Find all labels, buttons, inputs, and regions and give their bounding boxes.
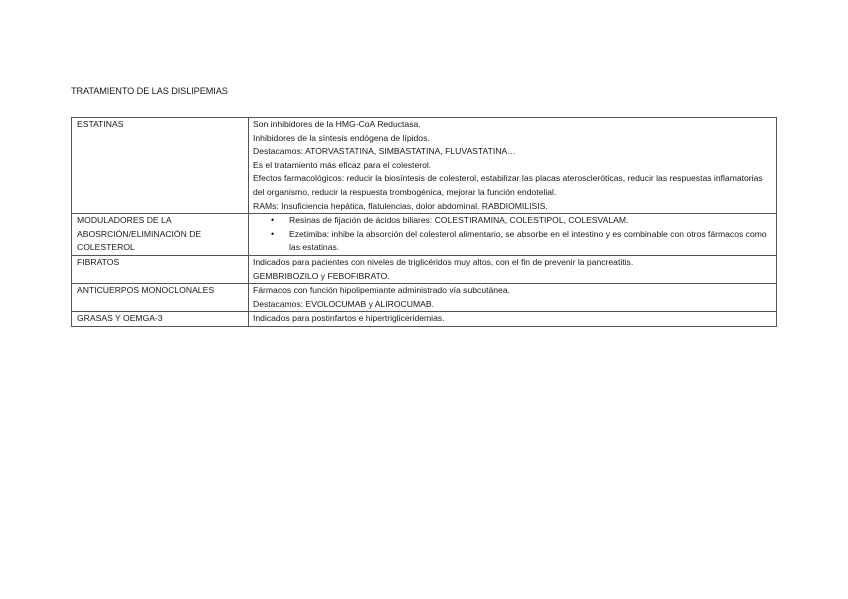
description-line: Destacamos: ATORVASTATINA, SIMBASTATINA, FLUVASTATINA… — [253, 146, 516, 157]
description-line: Efectos farmacológicos: reducir la biosíntesis de colesterol, estabilizar las placas ateroscleróticas, reducir las respuestas inflamatorias del organismo, reducir la respuesta trombogénica, mejorar la función endotelial. — [253, 173, 763, 197]
description-line: Indicados para postinfartos e hipertrigliceridemias. — [253, 313, 445, 324]
description-cell — [249, 312, 777, 327]
dyslipidemia-treatment-table — [71, 117, 777, 327]
description-line: Son inhibidores de la HMG-CoA Reductasa. — [253, 119, 421, 129]
table-row-anticuerpos — [72, 284, 777, 312]
table-row-moduladores — [72, 214, 777, 256]
description-line: Fármacos con función hipolipemiante administrado vía subcutánea. — [253, 285, 511, 296]
description-line: Destacamos: EVOLOCUMAB y ALIROCUMAB. — [253, 298, 434, 309]
bullet-item: • Resinas de fijación de ácidos biliares: COLESTIRAMINA, COLESTIPOL, COLESVALAM. — [289, 214, 772, 228]
description-line: Inhibidores de la síntesis endógena de lípidos. — [253, 132, 430, 143]
category-cell: MODULADORES DE LA ABOSRCIÓN/ELIMINACIÓN DE COLESTEROL — [72, 214, 249, 256]
table-row-grasas — [72, 312, 777, 327]
category-cell: FIBRATOS — [72, 255, 249, 283]
bullet-item: • Ezetimiba: inhibe la absorción del colesterol alimentario, se absorbe en el intestino y es combinable con otros fármacos como las estatinas. — [289, 228, 772, 255]
description-cell — [249, 255, 777, 283]
description-cell — [249, 284, 777, 312]
table-row-fibratos — [72, 255, 777, 283]
category-cell: ESTATINAS — [72, 118, 249, 214]
category-cell: GRASAS Y OEMGA-3 — [72, 312, 249, 327]
description-line: GEMBRIBOZILO y FEBOFIBRATO. — [253, 270, 390, 281]
description-line: Indicados para pacientes con niveles de triglicéridos muy altos, con el fin de prevenir la pancreatitis. — [253, 256, 634, 267]
description-line: Es el tratamiento más eficaz para el colesterol. — [253, 159, 432, 170]
bullet-list — [253, 214, 772, 255]
table-row-estatinas — [72, 118, 777, 214]
category-cell: ANTICUERPOS MONOCLONALES — [72, 284, 249, 312]
description-cell — [249, 214, 777, 256]
description-cell — [249, 118, 777, 214]
description-line: RAMs: Insuficiencia hepática, flatulencias, dolor abdominal. RABDIOMILISIS. — [253, 200, 548, 211]
document-title: TRATAMIENTO DE LAS DISLIPEMIAS — [71, 86, 228, 96]
